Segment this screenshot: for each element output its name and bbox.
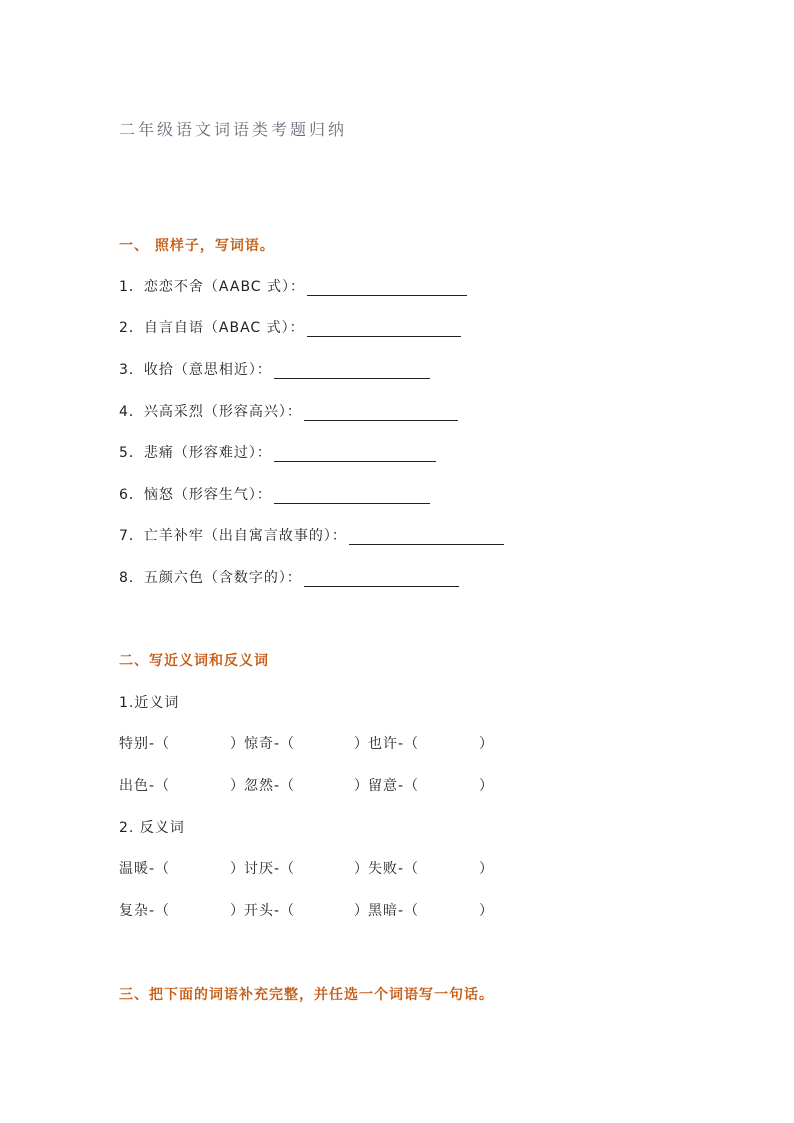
question-1-text: 1．恋恋不舍（AABC 式）：: [119, 279, 306, 295]
answer-blank-7[interactable]: [349, 530, 504, 545]
paren-close: ）: [230, 778, 244, 794]
question-6: [119, 484, 430, 504]
paren-close: ）: [230, 736, 244, 752]
paren-close: ）: [479, 778, 493, 794]
answer-blank-4[interactable]: [304, 406, 458, 421]
paren-close: ）: [354, 736, 368, 752]
section3-heading: 三、把下面的词语补充完整，并任选一个词语写一句话。: [119, 987, 494, 1003]
paren-close: ）: [354, 903, 368, 919]
synonym-label: 1.近义词: [119, 695, 180, 711]
answer-blank-8[interactable]: [304, 572, 459, 587]
question-1: [119, 276, 467, 296]
answer-blank-5[interactable]: [274, 447, 436, 462]
antonym-prompt: 讨厌-（: [244, 861, 296, 877]
synonym-prompt: 也许-（: [368, 736, 420, 752]
antonym-prompt: 复杂-（: [119, 903, 171, 919]
question-8: [119, 567, 459, 587]
answer-blank-2[interactable]: [307, 322, 461, 337]
synonym-prompt: 留意-（: [368, 778, 420, 794]
question-7: [119, 525, 504, 545]
paren-close: ）: [479, 736, 493, 752]
antonym-prompt: 开头-（: [244, 903, 296, 919]
question-3: [119, 359, 430, 379]
question-3-text: 3．收拾（意思相近）：: [119, 362, 272, 378]
paren-close: ）: [230, 903, 244, 919]
antonym-prompt: 温暖-（: [119, 861, 171, 877]
paren-close: ）: [479, 861, 493, 877]
answer-blank-6[interactable]: [274, 489, 430, 504]
question-5-text: 5．悲痛（形容难过）：: [119, 445, 272, 461]
paren-close: ）: [230, 861, 244, 877]
paren-close: ）: [354, 778, 368, 794]
question-6-text: 6．恼怒（形容生气）：: [119, 487, 272, 503]
question-8-text: 8．五颜六色（含数字的）：: [119, 570, 302, 586]
page-title: 二年级语文词语类考题归纳: [119, 120, 348, 139]
paren-close: ）: [479, 903, 493, 919]
question-2-text: 2．自言自语（ABAC 式）：: [119, 320, 305, 336]
question-5: [119, 442, 436, 462]
answer-blank-1[interactable]: [307, 281, 467, 296]
antonym-prompt: 黑暗-（: [368, 903, 420, 919]
section1-heading: 一、 照样子，写词语。: [119, 238, 275, 254]
synonym-prompt: 出色-（: [119, 778, 171, 794]
question-4-text: 4．兴高采烈（形容高兴）：: [119, 404, 302, 420]
antonym-prompt: 失败-（: [368, 861, 420, 877]
synonym-prompt: 忽然-（: [244, 778, 296, 794]
synonym-prompt: 特别-（: [119, 736, 171, 752]
paren-close: ）: [354, 861, 368, 877]
synonym-prompt: 惊奇-（: [244, 736, 296, 752]
question-7-text: 7．亡羊补牢（出自寓言故事的）：: [119, 528, 347, 544]
question-4: [119, 401, 458, 421]
question-2: [119, 317, 461, 337]
section2-heading: 二、写近义词和反义词: [119, 653, 269, 669]
answer-blank-3[interactable]: [274, 364, 430, 379]
antonym-label: 2. 反义词: [119, 820, 185, 836]
